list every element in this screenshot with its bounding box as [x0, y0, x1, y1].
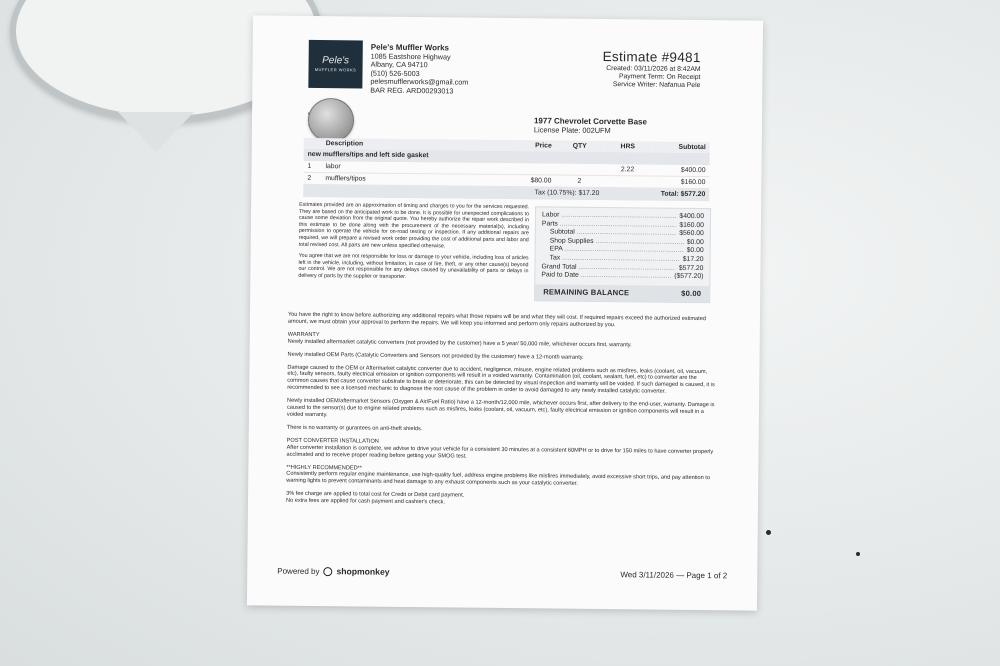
shop-bar-reg: BAR REG. ARD00293013: [370, 85, 454, 96]
document-footer: [277, 564, 727, 583]
emblem-tip: [118, 112, 194, 152]
row-price: [497, 162, 555, 175]
coin-object: [308, 98, 354, 142]
warranty-converters: Newly installed aftermarket catalytic converters (not provided by the customer) have a 5 year/ 50,000 mile, whichever occurs first, warranty.: [287, 338, 632, 349]
row-description: mufflers/tipos: [321, 173, 497, 187]
shop-email: pelesmufflerworks@gmail.com: [370, 76, 469, 87]
totals-row-paid-to-date: [535, 271, 709, 281]
remaining-balance-label: REMAINING BALANCE: [543, 287, 630, 298]
shop-info: [370, 44, 468, 97]
totals-value: $0.00: [686, 247, 704, 255]
row-hrs: [603, 176, 651, 189]
recommended-text: Consistently perform regular engine maintenance, use high-quality fuel, address engine problems like misfires immediately, avoid excessive short trips, and pay attention to warning lights to prevent contaminants and heat damage to any exhaust components such as your catalytic converter.: [286, 471, 710, 488]
totals-value: $17.20: [682, 255, 704, 264]
shop-address-line2: Albany, CA 94710: [370, 59, 428, 70]
warranty-oem-parts: Newly installed OEM Parts (Catalytic Converters and Sensors not provided by the customer) have a 12-month warranty.: [287, 351, 584, 361]
vehicle-info: [534, 116, 647, 135]
totals-value: $160.00: [679, 221, 704, 229]
remaining-balance-value: $0.00: [681, 288, 702, 298]
totals-label: Grand Total .....: [541, 263, 676, 273]
totals-value: ($577.20): [674, 272, 704, 281]
disclaimer-paragraph-1: Estimates provided are an approximation of timing and charges to you for the services requested. They are based on the anticipated work to be done. It is possible for unexpected complications to cause some deviation from the original quote. You hereby authorize the repair work described in this estimate to be done along with the procurement of the necessary material(s), including permission to operate the vehicle for on-road testing or inspection. If any additional repairs are required, we will prepare a revised work order providing the cost of additional parts and labor and total revised cost. All parts are new unless specified otherwise.: [298, 201, 530, 249]
col-price: Price: [498, 140, 556, 152]
col-subtotal: Subtotal: [652, 142, 710, 154]
remaining-balance: [535, 284, 709, 302]
warranty-shields: There is no warranty or gurantees on anti-theft shields.: [286, 424, 423, 433]
totals-label: Subtotal .....: [542, 229, 677, 239]
post-install-heading: POST CONVERTER INSTALLATION: [286, 437, 379, 445]
surface-speck: [766, 530, 771, 535]
cash-fee-note: No extra fees are applied for cash payment and cashier's check.: [285, 497, 446, 506]
estimate-disclaimer: [298, 202, 529, 287]
estimate-title: Estimate #9481: [602, 49, 701, 66]
row-hrs: 2.22: [603, 164, 651, 177]
estimate-document: [247, 15, 763, 610]
disclaimer-paragraph-2: You agree that we are not responsible for loss or damage to your vehicle, including loss of articles left in the vehicle, including, without limitation, in case of fire, theft, or any other cause(s) beyond our control. We are not responsible for any delays caused by unavailability of parts or delays in delivery of parts by the supplier or transporter.: [298, 252, 529, 280]
warranty-heading: WARRANTY: [287, 331, 320, 338]
shop-phone: (510) 526-5003: [370, 68, 420, 78]
estimate-payment-term: Payment Term: On Receipt: [618, 73, 701, 82]
warranty-damage: Damage caused to the OEM or Aftermarket catalytic converter due to accident, negligence, misuse, engine related problems such as misfires, leaks (coolant, oil, vacuum, etc), faulty sensors, faulty electrical emission or ignition components will result in a voided warranty. Contamination (oil, coolant, sealant, fuel, etc) to converter are the common causes that cause converter substrate to break or deteriorate, this can be detected by visual inspection and warranty will be voided. If such damaged is caused, it is recommended to see a licensed mechanic to diagnose the root cause of the problem in order to avoid damaged to any newly installed catalytic converter.: [287, 364, 715, 395]
totals-value: $0.00: [686, 238, 704, 246]
vehicle-plate: License Plate: 002UFM: [533, 125, 611, 136]
shopmonkey-logo-icon: [323, 567, 332, 576]
totals-label: Parts .....: [542, 220, 677, 230]
line-items-table: [303, 138, 710, 201]
powered-by-label: Powered by: [277, 566, 320, 576]
col-description: Description: [322, 138, 498, 151]
totals-value: $400.00: [679, 212, 705, 221]
row-description: labor: [321, 161, 497, 175]
row-price: $80.00: [497, 174, 555, 187]
row-qty: 2: [555, 175, 603, 188]
estimate-created: Created: 03/11/2026 at 8:42AM: [606, 65, 701, 74]
page-info: Wed 3/11/2026 — Page 1 of 2: [620, 569, 728, 580]
estimate-meta: [606, 65, 701, 90]
shopmonkey-brand: shopmonkey: [336, 566, 390, 577]
shop-address-line1: 1085 Eastshore Highway: [370, 51, 451, 62]
col-qty: QTY: [556, 141, 604, 153]
warranty-sensors: Newly installed OEM/aftermarket Sensors (Oxygen & Air/Fuel Ratio) have a 12-month/12,000 mile, whichever occurs first, after delivery to the end-user, warranty. Damage is caused to the sensor(s) due to engine related problems such as misfires, leaks (coolant, oil, vacuum, etc), faulty electrical emission or ignition components will result in a voided warranty.: [286, 397, 715, 419]
totals-value: $560.00: [679, 230, 704, 238]
shop-name: Pele's Muffler Works: [370, 42, 450, 53]
totals-value: $577.20: [678, 264, 704, 272]
col-num: [304, 138, 322, 149]
row-num: 1: [303, 160, 321, 172]
job-title: new mufflers/tips and left side gasket: [304, 149, 710, 165]
totals-label: Labor .....: [542, 211, 677, 221]
shop-logo: [308, 40, 362, 89]
powered-by: [277, 566, 389, 577]
terms-and-warranty: [286, 312, 720, 510]
total-line: Total: $577.20: [603, 188, 709, 201]
post-install-text: After converter installation is complete, we advise to drive your vehicle for a consistent 30 minutes at a consistent 60MPH or to drive for 150 miles to have converter properly acclimated and to receive proper reading before getting your SMOG test.: [286, 444, 714, 460]
card-fee-note: 3% fee charge are applied to total cost for Credit or Debit card payment.: [286, 490, 465, 499]
row-num: 2: [303, 172, 321, 184]
row-qty: [555, 163, 603, 176]
totals-label: Shop Supplies .....: [542, 237, 684, 247]
col-hrs: HRS: [604, 141, 652, 153]
vehicle-model: 1977 Chevrolet Corvette Base: [533, 116, 648, 127]
totals-label: Paid to Date .....: [541, 272, 671, 282]
row-subtotal: $400.00: [651, 164, 709, 177]
surface-speck: [856, 552, 860, 556]
totals-label: EPA .....: [542, 246, 684, 256]
tax-line: Tax (10.75%): $17.20: [303, 184, 603, 199]
totals-summary: [534, 206, 711, 303]
authorization-paragraph: You have the right to know before authorizing any additional repairs what those repairs will be and what they will cost. If required repairs exceed the authorized estimated amount, we must obtain your approval to perform the repairs. We will keep you informed and perform only repairs authorized by you.: [287, 311, 706, 329]
recommended-heading: **HIGHLY RECOMMENDED**: [286, 464, 363, 472]
logo-subtext: MUFFLER WORKS: [314, 66, 357, 73]
row-subtotal: $160.00: [651, 176, 709, 189]
estimate-service-writer: Service Writer: Nafanua Pele: [612, 81, 701, 90]
totals-label: Tax .....: [542, 254, 680, 264]
logo-text: Pele's: [322, 55, 350, 67]
